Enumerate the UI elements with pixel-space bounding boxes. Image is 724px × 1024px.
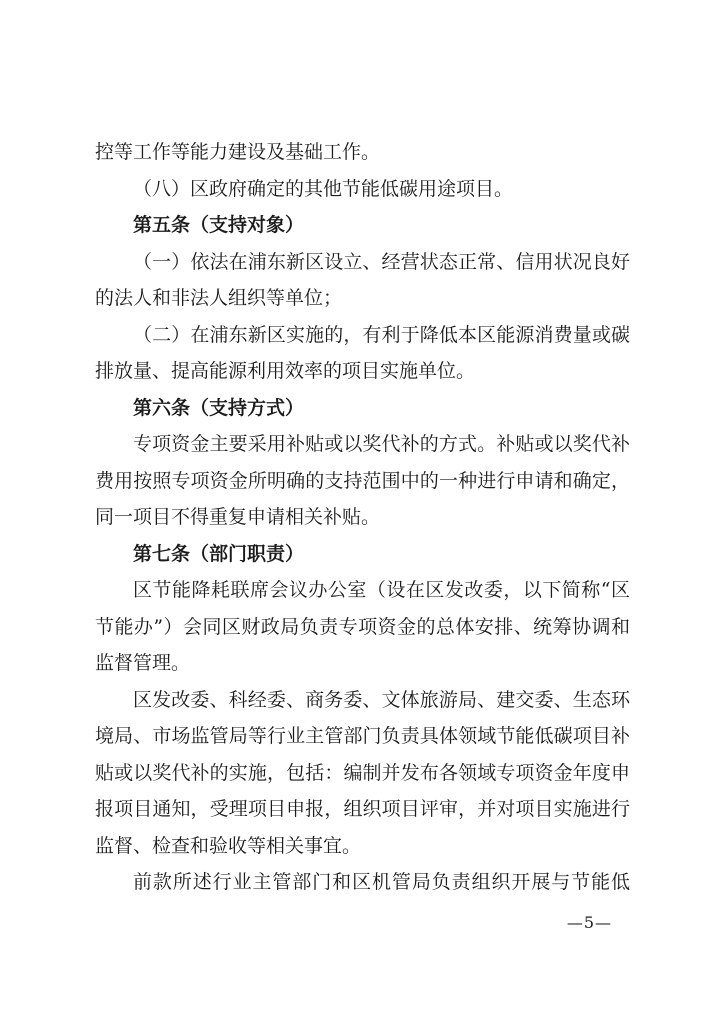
article-heading: 第七条（部门职责）	[133, 542, 305, 565]
text-line: 同一项目不得重复申请相关补贴。	[95, 506, 381, 528]
text-line: 前款所述行业主管部门和区机管局负责组织开展与节能低	[133, 871, 630, 893]
text-line: （二）在浦东新区实施的，有利于降低本区能源消费量或碳	[133, 323, 630, 346]
text-line: 境局、市场监管局等行业主管部门负责具体领域节能低碳项目补	[95, 725, 630, 747]
text-line: （一）依法在浦东新区设立、经营状态正常、信用状况良好	[133, 250, 630, 273]
text-line: 专项资金主要采用补贴或以奖代补的方式。补贴或以奖代补	[133, 433, 630, 455]
text-line: 贴或以奖代补的实施，包括：编制并发布各领域专项资金年度申	[95, 761, 630, 784]
article-heading: 第六条（支持方式）	[133, 396, 305, 419]
text-line: 控等工作等能力建设及基础工作。	[95, 141, 381, 163]
text-line: （八）区政府确定的其他节能低碳用途项目。	[133, 177, 514, 200]
page-number: —5—	[566, 913, 612, 932]
text-line: 排放量、提高能源利用效率的项目实施单位。	[95, 360, 476, 382]
text-line: 报项目通知，受理项目申报，组织项目评审，并对项目实施进行	[95, 798, 630, 820]
text-line: 监督、检查和验收等相关事宜。	[95, 834, 362, 857]
text-line: 节能办”）会同区财政局负责专项资金的总体安排、统筹协调和	[95, 615, 630, 638]
text-line: 的法人和非法人组织等单位；	[95, 287, 343, 309]
article-heading: 第五条（支持对象）	[133, 214, 305, 236]
text-line: 费用按照专项资金所明确的支持范围中的一种进行申请和确定，	[95, 469, 630, 492]
text-line: 监督管理。	[95, 652, 191, 674]
text-line: 区节能降耗联席会议办公室（设在区发改委，以下简称“区	[133, 579, 630, 601]
body-text	[95, 134, 630, 901]
text-line: 区发改委、科经委、商务委、文体旅游局、建交委、生态环	[133, 688, 630, 711]
